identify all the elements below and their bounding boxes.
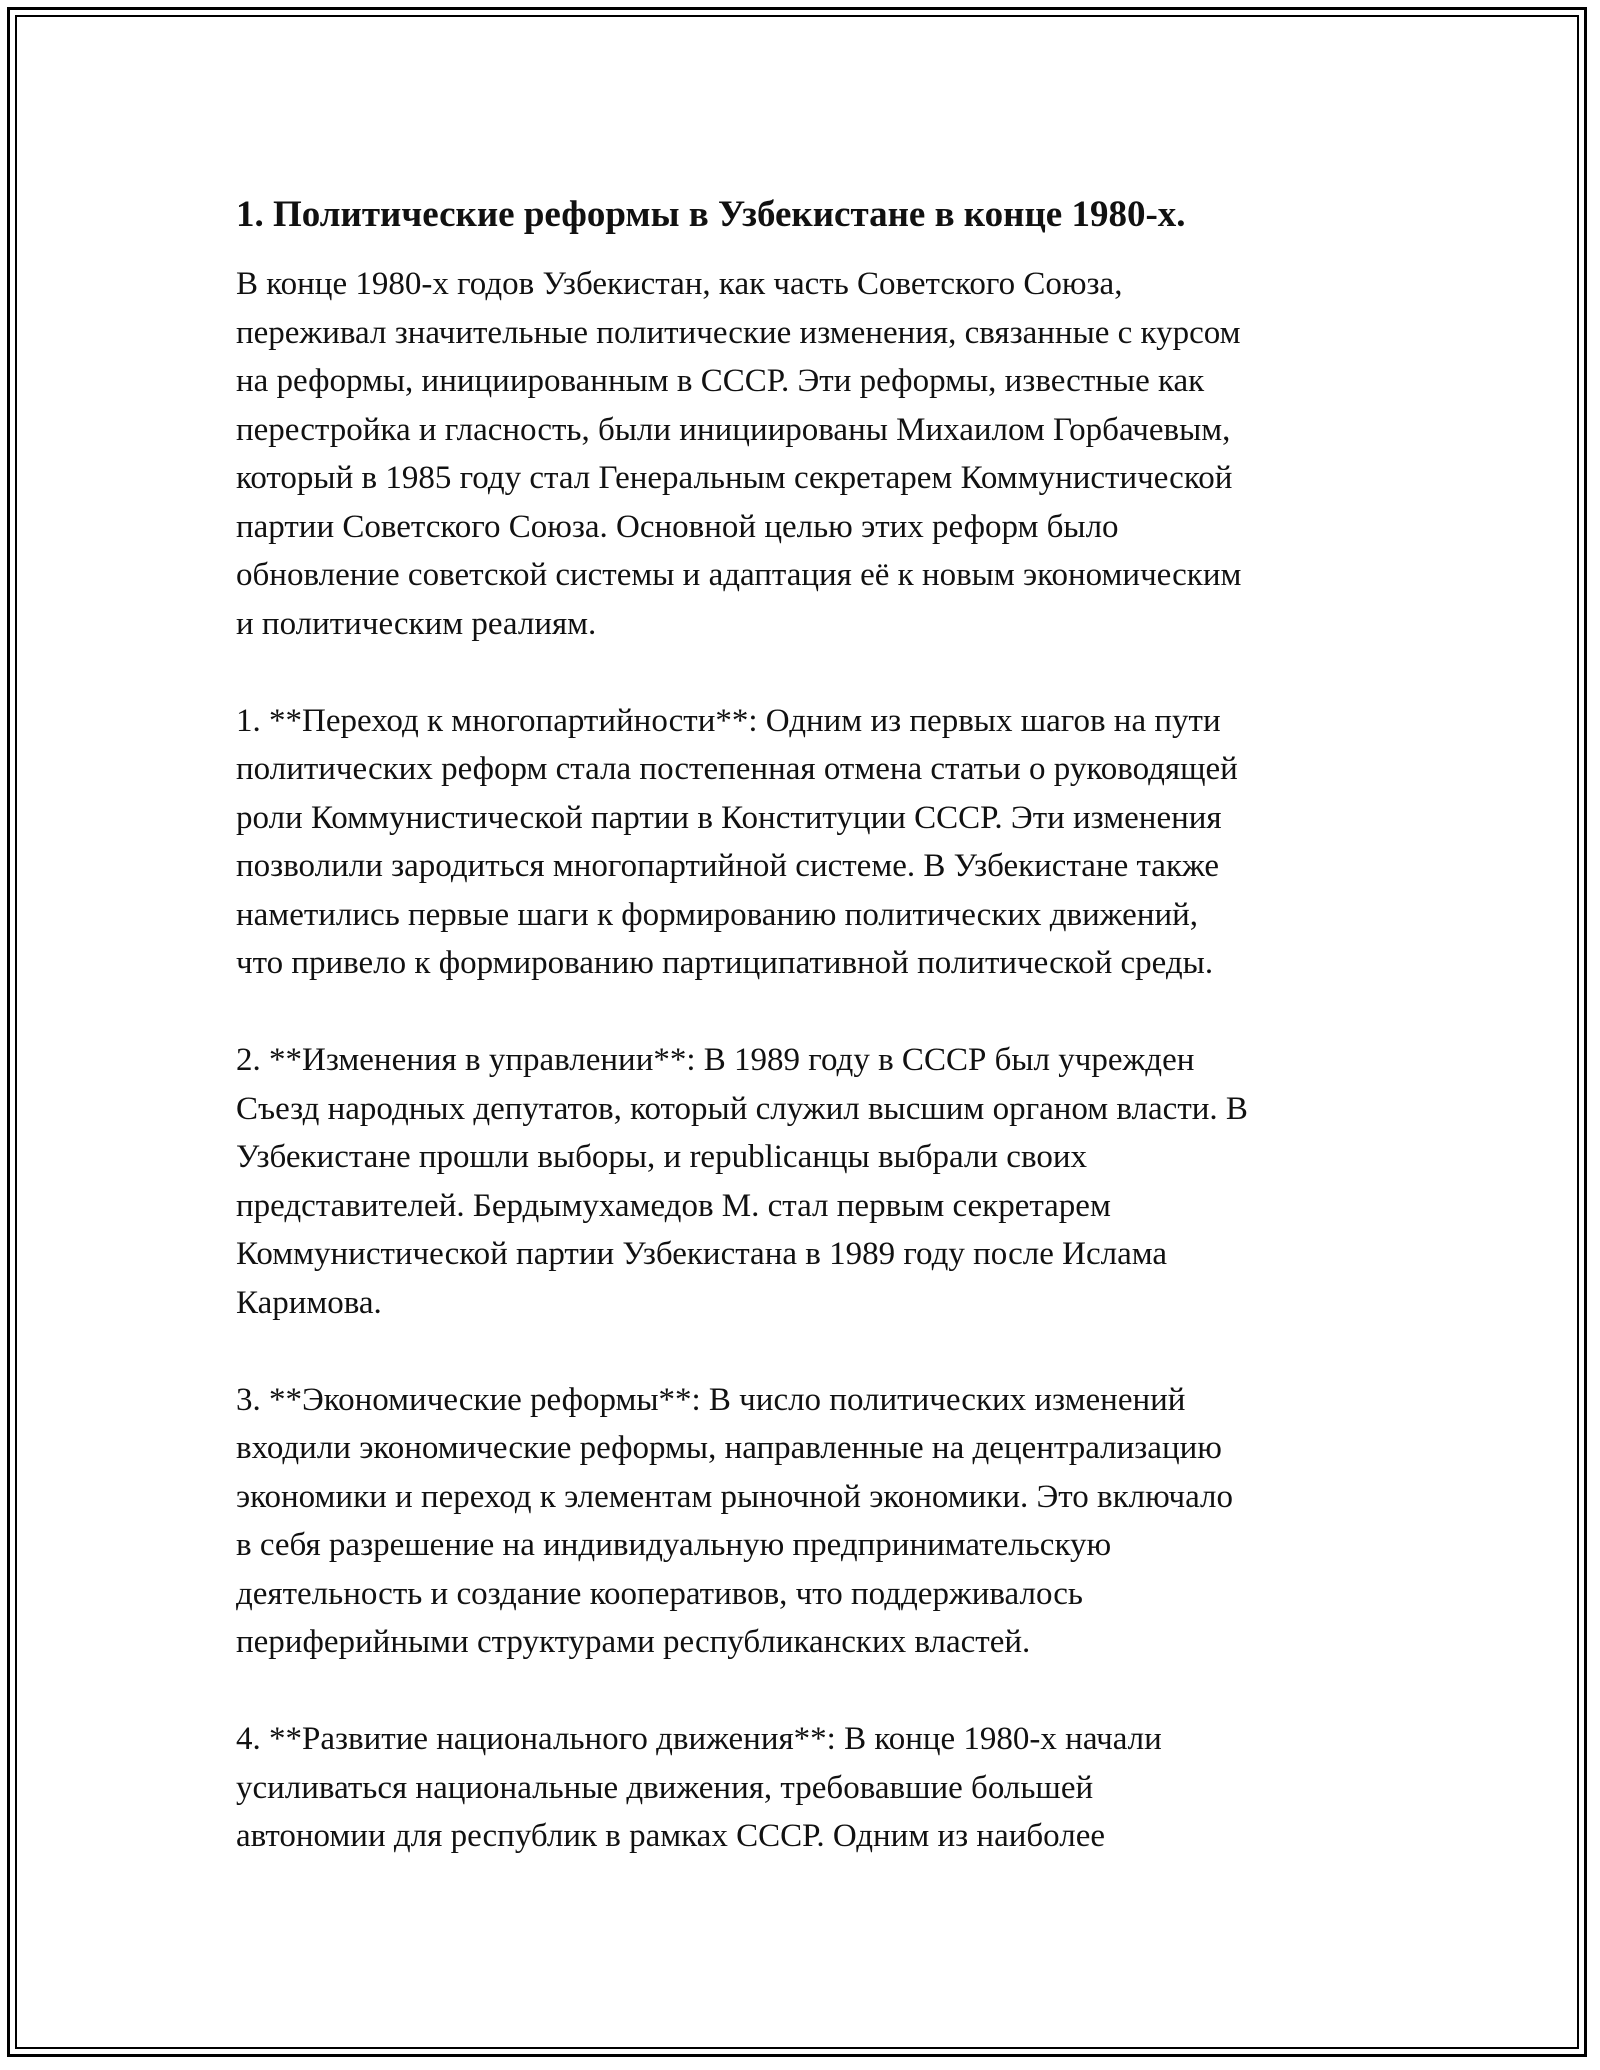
- text-line: периферийными структурами республиканских властей.: [236, 1624, 1031, 1660]
- text-line: экономики и переход к элементам рыночной экономики. Это включало: [236, 1478, 1233, 1515]
- text-line: деятельность и создание кооперативов, что поддерживалось: [236, 1575, 1083, 1612]
- text-line: Каримова.: [236, 1284, 382, 1321]
- text-line: 2. **Изменения в управлении**: В 1989 году в СССР был учрежден: [236, 1042, 1195, 1078]
- text-line: роли Коммунистической партии в Конституции СССР. Эти изменения: [236, 799, 1222, 836]
- paragraph-item-2: [236, 1036, 1386, 1327]
- text-line: в себя разрешение на индивидуальную предпринимательскую: [236, 1527, 1112, 1563]
- text-line: В конце 1980-х годов Узбекистан, как часть Советского Союза,: [236, 266, 1123, 302]
- text-line: входили экономические реформы, направленные на децентрализацию: [236, 1430, 1222, 1466]
- text-line: что привело к формированию партиципативной политической среды.: [236, 945, 1214, 981]
- text-line: который в 1985 году стал Генеральным секретарем Коммунистической: [236, 460, 1233, 496]
- text-line: Узбекистане прошли выборы, и republicанцы выбрали своих: [236, 1139, 1087, 1175]
- paragraph-item-3: [236, 1376, 1386, 1667]
- text-line: наметились первые шаги к формированию политических движений,: [236, 896, 1199, 933]
- text-line: на реформы, инициированным в СССР. Эти реформы, известные как: [236, 363, 1205, 399]
- text-line: автономии для республик в рамках СССР. Одним из наиболее: [236, 1818, 1106, 1854]
- text-line: усиливаться национальные движения, требовавшие большей: [236, 1769, 1094, 1806]
- text-line: Коммунистической партии Узбекистана в 1989 году после Ислама: [236, 1236, 1168, 1272]
- document-heading: 1. Политические реформы в Узбекистане в конце 1980-х.: [236, 194, 1186, 235]
- text-line: 4. **Развитие национального движения**: В конце 1980-х начали: [236, 1721, 1162, 1757]
- text-line: представителей. Бердымухамедов М. стал первым секретарем: [236, 1187, 1111, 1224]
- paragraph-item-1: [236, 697, 1386, 988]
- text-line: 1. **Переход к многопартийности**: Одним из первых шагов на пути: [236, 702, 1221, 739]
- text-line: Съезд народных депутатов, который служил высшим органом власти. В: [236, 1090, 1248, 1127]
- paragraph-item-4: [236, 1715, 1386, 1861]
- text-line: партии Советского Союза. Основной целью этих реформ было: [236, 508, 1119, 545]
- text-line: перестройка и гласность, были инициированы Михаилом Горбачевым,: [236, 411, 1231, 448]
- text-line: и политическим реалиям.: [236, 605, 597, 642]
- document-page: [236, 190, 1386, 1909]
- paragraph-intro: [236, 260, 1386, 648]
- text-line: 3. **Экономические реформы**: В число политических изменений: [236, 1381, 1186, 1418]
- text-line: обновление советской системы и адаптация её к новым экономическим: [236, 557, 1242, 593]
- text-line: переживал значительные политические изменения, связанные с курсом: [236, 314, 1241, 351]
- text-line: позволили зародиться многопартийной системе. В Узбекистане также: [236, 848, 1219, 884]
- text-line: политических реформ стала постепенная отмена статьи о руководящей: [236, 751, 1238, 787]
